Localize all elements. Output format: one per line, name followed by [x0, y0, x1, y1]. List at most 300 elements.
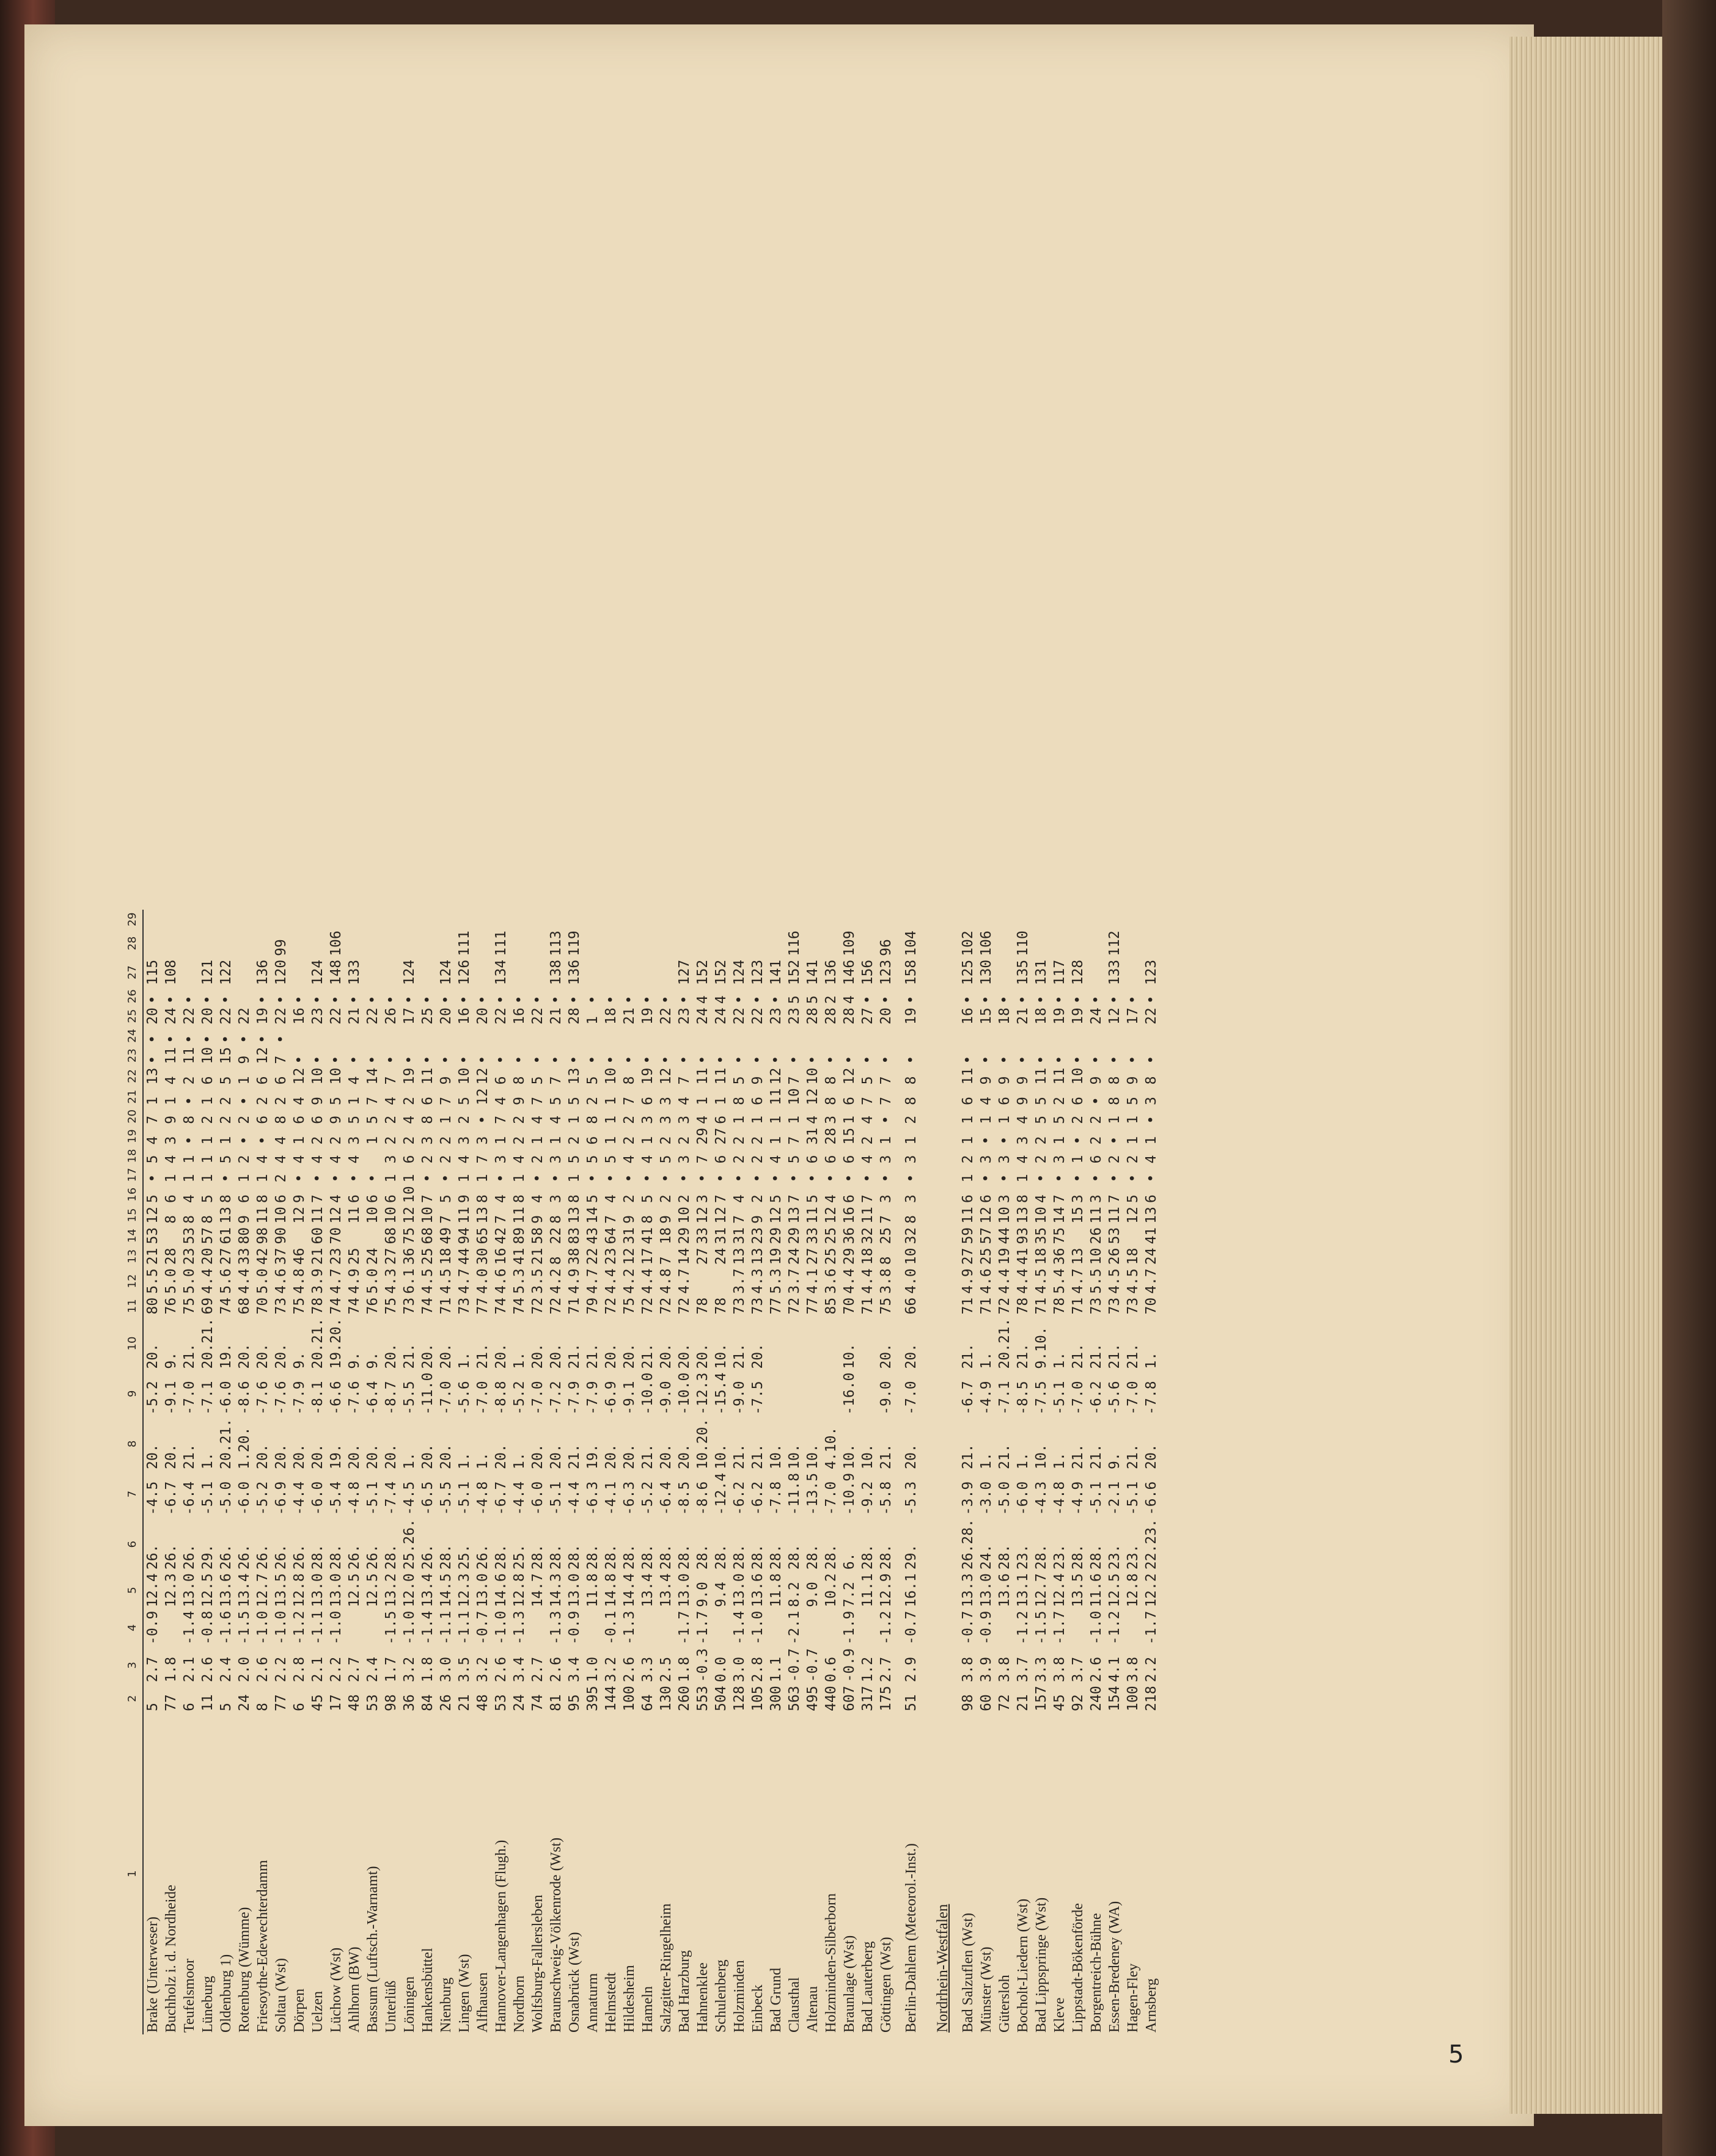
table-cell: 4: [346, 1076, 362, 1085]
table-cell: -4.9: [1070, 1481, 1086, 1516]
table-cell: 11: [1033, 1067, 1049, 1085]
table-cell: [694, 1266, 712, 1296]
table-cell: [529, 958, 547, 987]
table-cell: 4.4: [997, 1268, 1013, 1294]
table-cell: 24: [1143, 1248, 1159, 1265]
table-cell: [162, 929, 180, 958]
table-cell: 28.: [1088, 1544, 1104, 1570]
table-cell: 21: [1015, 1694, 1031, 1711]
table-cell: 115: [145, 959, 161, 985]
table-cell: 563: [787, 1686, 802, 1711]
table-cell: 71: [978, 1297, 994, 1315]
table-cell: 5: [218, 1076, 234, 1085]
table-cell: 10: [420, 1207, 436, 1224]
table-cell: 28.: [493, 1544, 509, 1570]
table-cell: 13.0: [310, 1573, 326, 1607]
table-cell: 20.: [292, 1444, 307, 1469]
table-cell: 3.5: [457, 1656, 472, 1683]
table-cell: 4.4: [603, 1268, 619, 1294]
table-cell: [602, 958, 620, 987]
table-cell: 78: [713, 1297, 729, 1315]
table-cell: 7: [145, 1116, 161, 1124]
station-name: Altenau: [805, 1986, 821, 2033]
table-cell: 18: [603, 1007, 619, 1025]
table-cell: 53: [493, 1694, 509, 1711]
table-cell: [1087, 1026, 1106, 1045]
station-name: Schulenberg: [713, 1959, 729, 2033]
table-cell: -6.0: [237, 1481, 252, 1516]
table-cell: 130: [658, 1686, 674, 1711]
table-cell: 12: [255, 1047, 271, 1064]
table-cell: •: [1107, 995, 1123, 1004]
table-cell: 3: [457, 1136, 472, 1145]
table-cell: 10: [273, 1207, 289, 1224]
table-cell: 2.1: [182, 1656, 197, 1683]
table-cell: 2.4: [218, 1656, 234, 1683]
table-cell: 1: [383, 1174, 399, 1183]
table-cell: 21.: [960, 1343, 976, 1369]
table-cell: 21.: [182, 1444, 197, 1469]
table-cell: [529, 1026, 547, 1045]
table-cell: 72: [658, 1297, 674, 1315]
table-cell: 10: [310, 1067, 326, 1085]
book-page: [24, 24, 1534, 2126]
column-header: 19: [122, 1126, 143, 1147]
table-cell: 70: [1143, 1297, 1159, 1315]
table-cell: [749, 1026, 767, 1045]
table-row: [1032, 910, 1050, 2034]
table-cell: 11: [1052, 1067, 1068, 1085]
table-row: [767, 910, 785, 2034]
table-cell: 72: [640, 1297, 656, 1315]
table-cell: -0.9: [842, 1648, 857, 1683]
table-cell: 10.: [787, 1444, 802, 1469]
table-cell: -7.6: [346, 1381, 362, 1415]
table-cell: 5: [658, 1155, 674, 1164]
table-cell: -7.5: [750, 1381, 766, 1415]
table-cell: 5.3: [768, 1268, 784, 1294]
table-cell: 4.9: [346, 1268, 362, 1294]
table-cell: 136: [255, 959, 271, 985]
table-cell: 26.: [218, 1544, 234, 1570]
table-cell: 10.: [842, 1343, 857, 1369]
table-cell: 2: [658, 1136, 674, 1145]
table-cell: [959, 1026, 977, 1045]
table-cell: •: [1088, 1055, 1104, 1064]
table-cell: •: [402, 1055, 417, 1064]
table-cell: 3: [1088, 1194, 1104, 1204]
table-cell: 41: [1015, 1248, 1031, 1265]
table-cell: -1.6: [218, 1610, 234, 1645]
table-row: [474, 910, 492, 2034]
table-cell: [785, 1026, 804, 1045]
table-cell: -9.1: [622, 1381, 637, 1415]
table-cell: 21: [145, 1248, 161, 1265]
table-cell: 12.8: [512, 1573, 527, 1607]
table-row: [1106, 910, 1124, 2034]
table-cell: 4.5: [420, 1268, 436, 1294]
table-cell: 3.2: [402, 1656, 417, 1683]
column-header: 6: [122, 1517, 143, 1571]
table-cell: 28.: [585, 1544, 601, 1570]
section-row: [927, 910, 959, 2034]
table-cell: 89: [512, 1227, 527, 1244]
table-cell: •: [255, 995, 271, 1004]
table-cell: [510, 1026, 529, 1045]
table-cell: 2: [1107, 1155, 1123, 1164]
table-cell: •: [695, 1174, 711, 1183]
table-cell: 4.4: [1015, 1268, 1031, 1294]
table-cell: 5: [732, 1076, 747, 1085]
table-cell: 28.: [566, 1544, 582, 1570]
table-row: [895, 910, 927, 2034]
table-cell: 124: [402, 959, 417, 985]
table-cell: 81: [548, 1694, 564, 1711]
table-cell: •: [640, 1174, 656, 1183]
table-cell: [785, 1371, 804, 1417]
table-cell: 25: [346, 1248, 362, 1265]
table-cell: 1: [960, 1174, 976, 1183]
table-cell: 13: [1015, 1207, 1031, 1224]
table-cell: 26: [1088, 1227, 1104, 1244]
table-cell: 28.: [548, 1544, 564, 1570]
table-cell: 41: [1143, 1227, 1159, 1244]
table-cell: 48: [346, 1694, 362, 1711]
table-cell: 27: [805, 1248, 821, 1265]
table-cell: 28.: [805, 1544, 821, 1570]
table-cell: -1.5: [383, 1610, 399, 1645]
table-cell: 1.: [1052, 1452, 1068, 1469]
table-cell: 23.: [1107, 1544, 1123, 1570]
table-cell: 19: [1070, 1007, 1086, 1025]
table-cell: 1.7: [383, 1656, 399, 1683]
table-cell: 3: [823, 1116, 839, 1124]
table-cell: 6: [1143, 1194, 1159, 1204]
table-cell: •: [383, 995, 399, 1004]
table-cell: -2.1: [1107, 1481, 1123, 1516]
table-cell: •: [860, 1055, 876, 1064]
table-cell: 16: [457, 1007, 472, 1025]
section-title: Nordrhein-Westfalen: [934, 1904, 951, 2033]
table-cell: 26: [1107, 1248, 1123, 1265]
table-cell: 74: [218, 1297, 234, 1315]
table-cell: 2: [273, 1174, 289, 1183]
table-cell: 23: [328, 1248, 344, 1265]
table-cell: -7.9: [585, 1381, 601, 1415]
table-cell: 26.: [273, 1544, 289, 1570]
table-cell: 4: [548, 1116, 564, 1124]
table-cell: 20.: [878, 1343, 894, 1369]
table-cell: 2: [200, 1116, 216, 1124]
table-cell: -1.7: [1052, 1610, 1068, 1645]
table-row: [657, 910, 675, 2034]
table-cell: 9: [438, 1076, 454, 1085]
table-cell: 5: [548, 1097, 564, 1106]
table-cell: 11.6: [1088, 1573, 1104, 1607]
table-cell: •: [622, 1055, 637, 1064]
table-cell: [804, 1026, 822, 1045]
table-cell: 5: [1052, 1116, 1068, 1124]
table-cell: 20.: [273, 1343, 289, 1369]
table-cell: 21.: [1125, 1343, 1141, 1369]
table-cell: 2.6: [1088, 1656, 1104, 1683]
table-cell: 3: [658, 1097, 674, 1106]
table-cell: 7: [438, 1215, 454, 1224]
table-cell: 20.: [273, 1444, 289, 1469]
table-cell: 31: [713, 1227, 729, 1244]
column-header: 20: [122, 1107, 143, 1126]
table-cell: -9.0: [732, 1381, 747, 1415]
table-cell: [639, 929, 657, 958]
table-cell: •: [805, 1174, 821, 1183]
table-cell: 20.: [438, 1343, 454, 1369]
table-cell: 12.5: [346, 1573, 362, 1607]
table-cell: •: [1143, 1116, 1159, 1124]
table-cell: [1069, 1609, 1087, 1646]
table-cell: 9: [310, 1097, 326, 1106]
table-cell: •: [1143, 1174, 1159, 1183]
table-cell: 8: [878, 1256, 894, 1265]
table-cell: -1.1: [310, 1610, 326, 1645]
table-cell: 1.: [200, 1452, 216, 1469]
column-header: 28: [122, 929, 143, 958]
column-header: 1: [122, 1713, 143, 2034]
table-cell: 8: [903, 1215, 919, 1224]
table-cell: 13: [566, 1067, 582, 1085]
table-cell: 36: [402, 1694, 417, 1711]
table-cell: 127: [676, 959, 692, 985]
table-cell: 2: [457, 1116, 472, 1124]
station-name: Teufelsmoor: [182, 1959, 197, 2033]
table-cell: [584, 1609, 602, 1646]
table-cell: 5: [768, 1194, 784, 1204]
table-cell: 20.: [903, 1343, 919, 1369]
table-cell: 12: [805, 1088, 821, 1106]
table-cell: [437, 1026, 455, 1045]
station-name: Münster (Wst): [978, 1946, 994, 2033]
table-cell: 2: [512, 1136, 527, 1145]
table-cell: 2.7: [145, 1656, 161, 1683]
table-cell: 13.6: [750, 1573, 766, 1607]
table-cell: 19.: [218, 1343, 234, 1369]
table-cell: 5.0: [255, 1268, 271, 1294]
station-name: Holzminden: [732, 1960, 747, 2033]
table-cell: 1: [475, 1174, 491, 1183]
column-header: 8: [122, 1417, 143, 1471]
table-cell: -1.0: [750, 1610, 766, 1645]
table-cell: •: [1015, 1055, 1031, 1064]
table-cell: 5: [218, 1703, 234, 1711]
table-cell: •: [182, 995, 197, 1004]
table-cell: •: [493, 1055, 509, 1064]
table-cell: 7: [493, 1215, 509, 1224]
table-cell: 20.: [310, 1444, 326, 1469]
table-cell: -6.0: [218, 1381, 234, 1415]
table-cell: [749, 929, 767, 958]
table-cell: [364, 1226, 382, 1246]
table-cell: 2: [438, 1136, 454, 1145]
table-cell: 20.: [346, 1444, 362, 1469]
table-cell: [1087, 958, 1106, 987]
table-cell: [345, 1226, 364, 1246]
table-cell: 71: [1070, 1297, 1086, 1315]
table-cell: [1069, 929, 1087, 958]
table-cell: 1.: [457, 1351, 472, 1369]
table-cell: -8.7: [383, 1381, 399, 1415]
table-cell: 29: [676, 1227, 692, 1244]
table-cell: 12: [695, 1207, 711, 1224]
table-cell: 2.6: [493, 1656, 509, 1683]
table-cell: •: [997, 1055, 1013, 1064]
table-cell: 60: [978, 1694, 994, 1711]
table-cell: -1.1: [438, 1610, 454, 1645]
table-cell: 12: [1125, 1207, 1141, 1224]
table-cell: -4.4: [292, 1481, 307, 1516]
table-cell: 218: [1143, 1686, 1159, 1711]
table-cell: 8: [512, 1194, 527, 1204]
table-cell: •: [842, 1055, 857, 1064]
table-cell: 85: [823, 1297, 839, 1315]
table-cell: [235, 987, 254, 1006]
table-row: [859, 910, 877, 2034]
table-cell: 6: [960, 1194, 976, 1204]
table-cell: 3: [878, 1194, 894, 1204]
table-cell: -1.7: [1143, 1610, 1159, 1645]
table-cell: 28.: [676, 1544, 692, 1570]
table-cell: 6: [273, 1076, 289, 1085]
table-cell: 4.5: [1107, 1268, 1123, 1294]
table-cell: [620, 958, 639, 987]
table-cell: 4: [860, 1116, 876, 1124]
table-cell: 3: [878, 1155, 894, 1164]
table-cell: 12: [1107, 1007, 1123, 1025]
table-cell: 106: [978, 930, 994, 956]
table-cell: 3: [676, 1155, 692, 1164]
table-cell: 4: [145, 1136, 161, 1145]
table-cell: 24: [787, 1248, 802, 1265]
table-cell: [1142, 1026, 1160, 1045]
table-cell: 1: [768, 1136, 784, 1145]
table-cell: •: [585, 1055, 601, 1064]
table-cell: •: [457, 995, 472, 1004]
table-cell: 28.: [823, 1544, 839, 1570]
table-cell: 22: [530, 1007, 546, 1025]
table-cell: 6: [805, 1155, 821, 1164]
table-cell: -1.4: [182, 1610, 197, 1645]
table-cell: 5: [145, 1155, 161, 1164]
column-header: 26: [122, 987, 143, 1006]
table-cell: 2: [823, 995, 839, 1004]
table-cell: -7.0: [1125, 1381, 1141, 1415]
table-cell: -5.1: [1125, 1481, 1141, 1516]
table-cell: 4: [292, 1155, 307, 1164]
table-cell: 28.: [438, 1544, 454, 1570]
table-cell: [639, 958, 657, 987]
table-cell: 175: [878, 1686, 894, 1711]
table-cell: •: [695, 1055, 711, 1064]
table-cell: 4.7: [676, 1268, 692, 1294]
table-cell: 1: [292, 1136, 307, 1145]
table-cell: [364, 1609, 382, 1646]
table-cell: 26.: [365, 1544, 381, 1570]
table-cell: 9.: [346, 1351, 362, 1369]
table-cell: 7: [310, 1194, 326, 1204]
table-cell: 3.0: [732, 1656, 747, 1683]
table-cell: 13: [787, 1207, 802, 1224]
table-cell: [382, 958, 400, 987]
table-cell: 5.0: [365, 1268, 381, 1294]
table-cell: •: [603, 995, 619, 1004]
table-cell: •: [383, 1055, 399, 1064]
table-cell: 7: [493, 1116, 509, 1124]
table-cell: •: [787, 1174, 802, 1183]
table-cell: 3.8: [997, 1656, 1013, 1683]
table-cell: 2: [1070, 1116, 1086, 1124]
table-cell: [1142, 929, 1160, 958]
table-cell: 11: [457, 1207, 472, 1224]
table-cell: •: [658, 1174, 674, 1183]
table-cell: 2: [732, 1136, 747, 1145]
table-cell: 6: [842, 1155, 857, 1164]
table-cell: -5.5: [438, 1481, 454, 1516]
table-cell: 125: [960, 959, 976, 985]
table-cell: -6.7: [493, 1481, 509, 1516]
table-cell: 21.: [878, 1444, 894, 1469]
table-cell: 131: [1033, 959, 1049, 985]
table-cell: 17: [640, 1248, 656, 1265]
table-cell: •: [292, 1055, 307, 1064]
table-cell: [1124, 1026, 1142, 1045]
table-cell: 16: [512, 1007, 527, 1025]
table-cell: 9.0: [805, 1582, 821, 1607]
table-cell: 4: [493, 1194, 509, 1204]
table-cell: 26: [383, 1007, 399, 1025]
table-cell: •: [512, 1055, 527, 1064]
table-cell: 53: [182, 1227, 197, 1244]
table-cell: 4.0: [475, 1268, 491, 1294]
station-name: Osnabrück (Wst): [566, 1932, 582, 2033]
table-cell: 2: [860, 1136, 876, 1145]
table-cell: [822, 929, 840, 958]
table-cell: 7: [878, 1215, 894, 1224]
table-cell: •: [732, 1174, 747, 1183]
table-cell: •: [218, 995, 234, 1004]
table-cell: •: [566, 1055, 582, 1064]
table-cell: 5: [860, 1076, 876, 1085]
table-cell: 28.: [383, 1544, 399, 1570]
table-cell: 25.: [457, 1544, 472, 1570]
table-cell: 3: [903, 1155, 919, 1164]
table-cell: 6: [200, 1076, 216, 1085]
table-cell: 19: [997, 1248, 1013, 1265]
table-cell: 1: [182, 1155, 197, 1164]
table-cell: 5.4: [1052, 1268, 1068, 1294]
table-cell: 9: [457, 1194, 472, 1204]
table-cell: 11: [182, 1047, 197, 1064]
table-cell: 20.: [1143, 1444, 1159, 1469]
table-cell: 9: [1015, 1076, 1031, 1085]
table-cell: •: [548, 995, 564, 1004]
table-cell: 4: [1015, 1155, 1031, 1164]
station-name: Dörpen: [292, 1989, 307, 2033]
table-row: [382, 910, 400, 2034]
table-cell: 79: [585, 1297, 601, 1315]
table-cell: 20.: [530, 1444, 546, 1469]
table-cell: 28.: [768, 1544, 784, 1570]
table-row: [675, 910, 694, 2034]
table-cell: 5: [805, 995, 821, 1004]
station-name: Bad Grund: [768, 1968, 784, 2033]
